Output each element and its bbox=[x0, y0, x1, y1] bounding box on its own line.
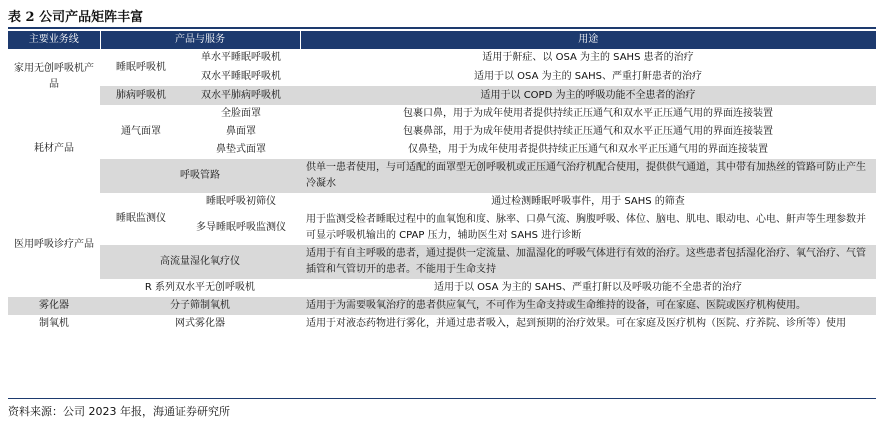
product-cell: 鼻面罩 bbox=[226, 126, 256, 137]
usage-cell: 适用于有自主呼吸的患者，通过提供一定流量、加温湿化的呼吸气体进行有效的治疗。这些患者包括湿化治疗、氧气治疗、气管插管和气管切开的患者。不能用于生命支持 bbox=[300, 245, 876, 279]
product-cell: 双水平睡眠呼吸机 bbox=[201, 70, 281, 82]
usage-cell: 适用于为需要吸氧治疗的患者供应氧气，不可作为生命支持或生命维持的设备，可在家庭、医院或医疗机构使用。 bbox=[300, 297, 876, 315]
table-title: 表 2 公司产品矩阵丰富 bbox=[8, 10, 144, 25]
product-cell: R 系列双水平无创呼吸机 bbox=[144, 282, 256, 293]
table-row bbox=[8, 279, 876, 297]
header-row bbox=[8, 31, 876, 49]
product-cell: 全脸面罩 bbox=[221, 108, 261, 119]
table-row bbox=[8, 105, 876, 123]
usage-cell: 通过检测睡眠呼吸事件，用于 SAHS 的筛查 bbox=[491, 196, 685, 207]
product-cell: 鼻垫式面罩 bbox=[216, 144, 266, 155]
source-note: 资料来源：公司 2023 年报，海通证券研究所 bbox=[8, 405, 230, 418]
header-usage: 用途 bbox=[300, 31, 876, 49]
table-row bbox=[8, 315, 876, 333]
usage-cell: 适用于以 OSA 为主的 SAHS、严重打鼾患者的治疗 bbox=[473, 70, 703, 82]
usage-cell: 供单一患者使用，与可适配的面罩型无创呼吸机或正压通气治疗机配合使用，提供供气通道，其中带有加热丝的管路可防止产生冷凝水 bbox=[300, 159, 876, 193]
header-business-line: 主要业务线 bbox=[8, 31, 100, 49]
header-products: 产品与服务 bbox=[100, 31, 300, 49]
product-cell: 双水平肺病呼吸机 bbox=[182, 86, 300, 105]
business-line-cell: 家用无创呼吸机产品 bbox=[14, 63, 94, 90]
title-rule bbox=[8, 27, 876, 29]
product-cell: 网式雾化器 bbox=[175, 318, 225, 329]
usage-cell: 适用于以 OSA 为主的 SAHS、严重打鼾以及呼吸功能不全患者的治疗 bbox=[433, 282, 743, 293]
business-line-cell: 制氧机 bbox=[39, 318, 69, 329]
table-row bbox=[8, 49, 876, 68]
product-matrix-table bbox=[8, 31, 876, 333]
usage-cell: 包裹鼻部，用于为成年使用者提供持续正压通气和双水平正压通气用的界面连接装置 bbox=[403, 126, 773, 137]
business-line-cell: 医用呼吸诊疗产品 bbox=[14, 239, 94, 250]
product-group-cell: 通气面罩 bbox=[121, 126, 161, 137]
business-line-cell: 耗材产品 bbox=[34, 143, 74, 154]
product-group-cell: 肺病呼吸机 bbox=[100, 86, 182, 105]
table-row bbox=[8, 86, 876, 105]
bottom-rule bbox=[8, 398, 876, 399]
product-group-cell: 睡眠监测仪 bbox=[116, 213, 166, 224]
usage-cell: 包裹口鼻，用于为成年使用者提供持续正压通气和双水平正压通气用的界面连接装置 bbox=[403, 108, 773, 119]
business-line-cell: 雾化器 bbox=[8, 297, 100, 315]
usage-cell: 用于监测受检者睡眠过程中的血氧饱和度、脉率、口鼻气流、胸腹呼吸、体位、脑电、肌电、眼动电、心电、鼾声等生理参数并可显示呼吸机输出的 CPAP 压力，辅助医生对 SAHS 进行诊断 bbox=[306, 214, 866, 241]
usage-cell: 适用于以 COPD 为主的呼吸功能不全患者的治疗 bbox=[300, 86, 876, 105]
table-row bbox=[8, 159, 876, 193]
usage-cell: 适用于对液态药物进行雾化，并通过患者吸入，起到预期的治疗效果。可在家庭及医疗机构（医院、疗养院、诊所等）使用 bbox=[306, 318, 846, 329]
product-cell: 睡眠呼吸初筛仪 bbox=[206, 196, 276, 207]
usage-cell: 仅鼻垫，用于为成年使用者提供持续正压通气和双水平正压通气用的界面连接装置 bbox=[408, 144, 768, 155]
product-cell: 高流量湿化氧疗仪 bbox=[100, 245, 300, 279]
product-cell: 呼吸管路 bbox=[100, 159, 300, 193]
table-row bbox=[8, 297, 876, 315]
product-group-cell: 睡眠呼吸机 bbox=[116, 61, 166, 73]
usage-cell: 适用于鼾症、以 OSA 为主的 SAHS 患者的治疗 bbox=[482, 52, 694, 64]
product-cell: 分子筛制氧机 bbox=[100, 297, 300, 315]
product-cell: 多导睡眠呼吸监测仪 bbox=[196, 222, 286, 233]
table-row bbox=[8, 245, 876, 279]
table-row bbox=[8, 193, 876, 211]
product-cell: 单水平睡眠呼吸机 bbox=[201, 52, 281, 64]
